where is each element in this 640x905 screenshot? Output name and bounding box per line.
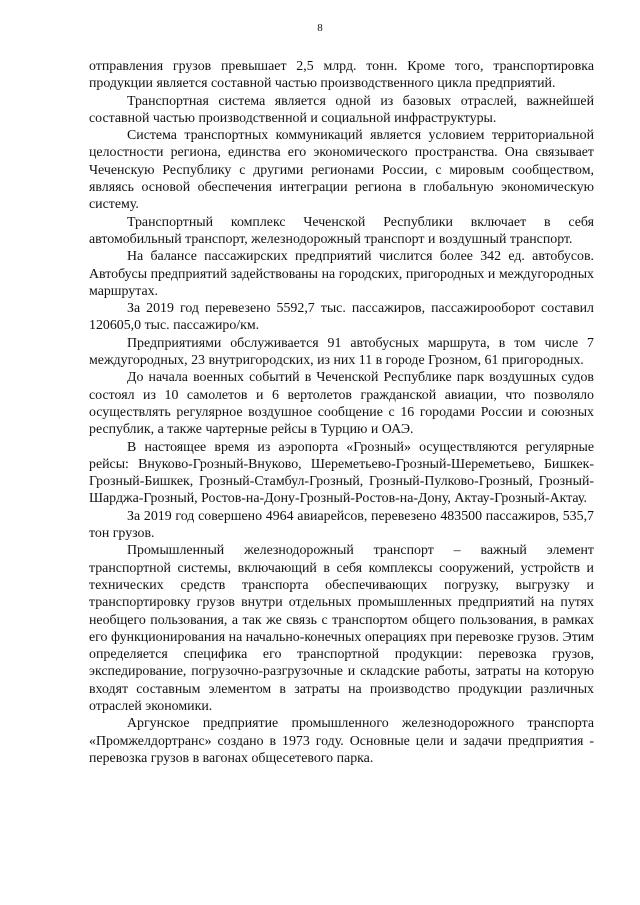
paragraph-argun-enterprise: Аргунское предприятие промышленного железнодорожного транспорта «Промжелдортранс» создано в 1973 году. Основные цели и задачи предприятия - перевозка грузов в вагонах общесетевого парка. [89, 716, 594, 766]
body-text [89, 58, 594, 767]
paragraph-aviation-history: До начала военных событий в Чеченской Республике парк воздушных судов состоял из 10 самолетов и 6 вертолетов гражданской авиации, что позволяло осуществлять регулярное воздушное сообщение с 16 городами России и союзных республик, а также чартерные рейсы в Турцию и ОАЭ. [89, 370, 594, 438]
paragraph-industrial-railway: Промышленный железнодорожный транспорт – важный элемент транспортной системы, включающий в себя комплексы сооружений, устройств и технических средств транспорта обеспечивающих погрузку, выгрузку и транспортировку грузов внутри отдельных промышленных предприятий на путях необщего пользования, а так же связь с транспортом общего пользования, в рамках его функционирования на начально-конечных операциях при перевозке грузов. Этим определяется специфика его транспортной продукции: перевозка грузов, экспедирование, погрузочно-разгрузочные и складские работы, затраты на которую входят составным элементом в затраты на производство продукции различных отраслей экономики. [89, 543, 594, 714]
paragraph-transport-system: Транспортная система является одной из базовых отраслей, важнейшей составной частью производственной и социальной инфраструктуры. [89, 93, 594, 126]
paragraph-cargo-volume: отправления грузов превышает 2,5 млрд. тонн. Кроме того, транспортировка продукции является составной частью производственного цикла предприятий. [89, 59, 594, 92]
page-number: 8 [317, 22, 323, 34]
paragraph-bus-fleet: На балансе пассажирских предприятий числится более 342 ед. автобусов. Автобусы предприятий задействованы на городских, пригородных и междугородных маршрутах. [89, 249, 594, 299]
paragraph-communications: Система транспортных коммуникаций является условием территориальной целостности региона, единства его экономического пространства. Она связывает Чеченскую Республику с другими регионами России, с мировым сообществом, являясь основой обеспечения интеграции региона в глобальную экономическую систему. [89, 128, 594, 213]
paragraph-flights-2019: За 2019 год совершено 4964 авиарейсов, перевезено 483500 пассажиров, 535,7 тон грузов. [89, 508, 594, 542]
paragraph-airport-flights: В настоящее время из аэропорта «Грозный» осуществляются регулярные рейсы: Внуково-Грозный-Внуково, Шереметьево-Грозный-Шереметьево, Бишкек-Грозный-Бишкек, Грозный-Стамбул-Грозный, Грозный-Пулково-Грозный, Грозный-Шарджа-Грозный, Ростов-на-Дону-Грозный-Ростов-на-Дону, Актау-Грозный-Актау. [89, 439, 594, 507]
paragraph-transport-complex: Транспортный комплекс Чеченской Республики включает в себя автомобильный транспорт, железнодорожный транспорт и воздушный транспорт. [89, 214, 594, 247]
paragraph-bus-routes: Предприятиями обслуживается 91 автобусных маршрута, в том числе 7 междугородных, 23 внутригородских, из них 11 в городе Грозном, 61 пригородных. [89, 335, 594, 369]
paragraph-passengers-2019: За 2019 год перевезено 5592,7 тыс. пассажиров, пассажирооборот составил 120605,0 тыс. пассажиро/км. [89, 301, 594, 334]
